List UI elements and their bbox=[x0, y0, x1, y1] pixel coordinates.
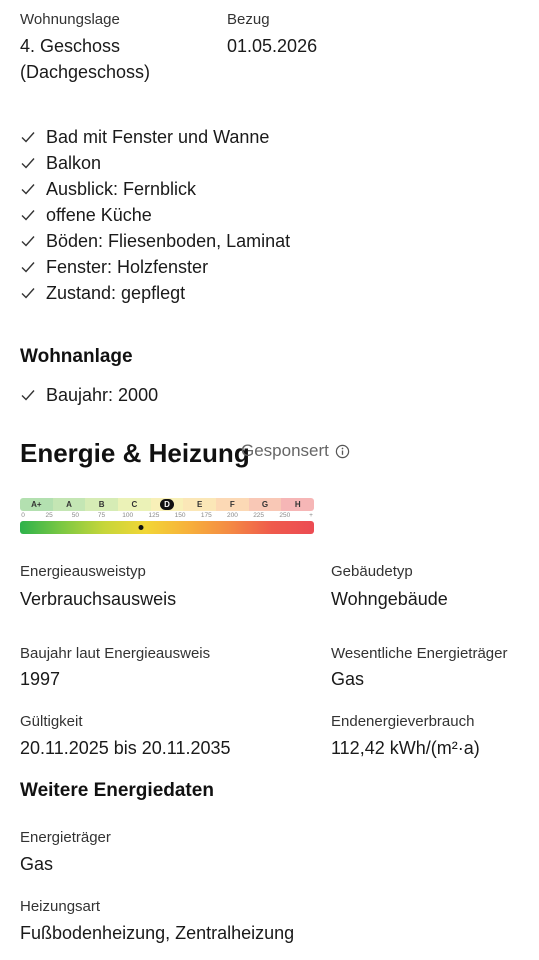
feature-label: Fenster: Holzfenster bbox=[46, 256, 209, 277]
field-value: 1997 bbox=[20, 669, 61, 689]
field-value: Gas bbox=[20, 854, 54, 874]
scale-tick-label: 150 bbox=[174, 512, 186, 519]
energy-scale-ticks bbox=[20, 512, 314, 521]
field-value: Verbrauchsausweis bbox=[20, 589, 177, 609]
list-item bbox=[20, 202, 152, 228]
move-in-label: Bezug bbox=[227, 11, 270, 28]
feature-label: Böden: Fliesenboden, Laminat bbox=[46, 230, 291, 251]
field-value: Wohngebäude bbox=[331, 589, 448, 609]
section-title-wohnanlage: Wohnanlage bbox=[20, 346, 133, 367]
energy-class-b: B bbox=[85, 498, 118, 511]
check-icon bbox=[20, 233, 36, 249]
section-title-energy: Energie & Heizung bbox=[20, 438, 250, 468]
scale-tick-label: 75 bbox=[97, 512, 106, 519]
feature-label: Balkon bbox=[46, 152, 102, 173]
check-icon bbox=[20, 207, 36, 223]
energy-class-f: F bbox=[216, 498, 249, 511]
check-icon bbox=[20, 387, 36, 403]
floor-label: Wohnungslage bbox=[20, 11, 120, 28]
field-value: 112,42 kWh/(m²·a) bbox=[331, 738, 480, 758]
field-value: Gas bbox=[331, 669, 365, 689]
list-item bbox=[20, 124, 269, 150]
floor-value-detail: (Dachgeschoss) bbox=[20, 62, 151, 82]
scale-tick-label: 125 bbox=[148, 512, 160, 519]
energy-class-aplus: A+ bbox=[20, 498, 53, 511]
scale-tick-label: 100 bbox=[122, 512, 134, 519]
field-value: 20.11.2025 bis 20.11.2035 bbox=[20, 738, 231, 758]
energy-class-e: E bbox=[183, 498, 216, 511]
check-icon bbox=[20, 155, 36, 171]
field-label: Wesentliche Energieträger bbox=[331, 645, 508, 662]
floor-value: 4. Geschoss bbox=[20, 36, 121, 56]
scale-tick-label: 50 bbox=[71, 512, 79, 519]
feature-label: Bad mit Fenster und Wanne bbox=[46, 126, 270, 147]
scale-tick-label: 200 bbox=[227, 512, 238, 519]
energy-class-a: A bbox=[53, 498, 86, 511]
check-icon bbox=[20, 259, 36, 275]
energy-class-g: G bbox=[249, 498, 282, 511]
field-label: Endenergieverbrauch bbox=[331, 713, 475, 730]
energy-class-bands bbox=[20, 498, 314, 511]
scale-tick-label: 175 bbox=[200, 512, 212, 519]
section-title-more-energy: Weitere Energiedaten bbox=[20, 780, 214, 801]
feature-label: offene Küche bbox=[46, 204, 152, 225]
field-label: Heizungsart bbox=[20, 898, 101, 915]
energy-value-marker bbox=[138, 525, 143, 530]
field-label: Gültigkeit bbox=[20, 713, 83, 730]
info-icon[interactable] bbox=[335, 444, 350, 459]
list-item bbox=[20, 280, 185, 306]
list-item bbox=[20, 150, 101, 176]
field-label: Gebäudetyp bbox=[331, 563, 413, 580]
energy-class-h: H bbox=[281, 498, 314, 511]
field-label: Energieträger bbox=[20, 829, 111, 846]
list-item bbox=[20, 254, 208, 280]
energy-class-d bbox=[151, 498, 184, 511]
scale-tick-label: 225 bbox=[253, 512, 265, 519]
field-label: Energieausweistyp bbox=[20, 563, 146, 580]
feature-label: Baujahr: 2000 bbox=[46, 384, 159, 405]
field-value: Fußbodenheizung, Zentralheizung bbox=[20, 923, 295, 943]
scale-tick-label: + bbox=[309, 512, 313, 519]
check-icon bbox=[20, 129, 36, 145]
list-item bbox=[20, 228, 290, 254]
feature-label: Zustand: gepflegt bbox=[46, 282, 186, 303]
check-icon bbox=[20, 181, 36, 197]
energy-class-c: C bbox=[118, 498, 151, 511]
energy-gradient-bar bbox=[20, 521, 314, 534]
sponsored-label: Gesponsert bbox=[241, 441, 329, 460]
active-energy-class: D bbox=[160, 499, 174, 510]
energy-efficiency-scale bbox=[20, 498, 314, 536]
field-label: Baujahr laut Energieausweis bbox=[20, 645, 211, 662]
list-item bbox=[20, 382, 158, 408]
scale-tick-label: 250 bbox=[279, 512, 291, 519]
list-item bbox=[20, 176, 196, 202]
scale-tick-label: 25 bbox=[45, 512, 53, 519]
move-in-value: 01.05.2026 bbox=[227, 36, 318, 56]
check-icon bbox=[20, 285, 36, 301]
sponsored-badge[interactable] bbox=[241, 441, 350, 461]
scale-tick-label: 0 bbox=[21, 512, 25, 519]
feature-label: Ausblick: Fernblick bbox=[46, 178, 197, 199]
